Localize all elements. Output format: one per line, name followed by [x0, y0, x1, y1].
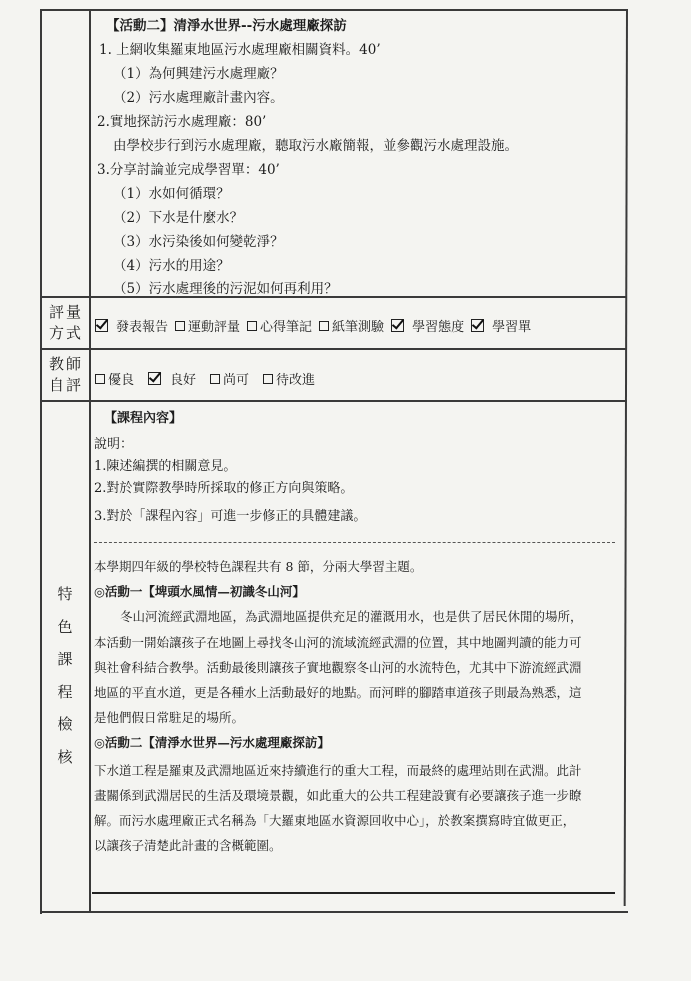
- activity1-paragraph-line: 是他們假日常駐足的場所。: [94, 710, 245, 726]
- checkbox-checked[interactable]: [148, 372, 161, 385]
- row-divider-1: [40, 296, 627, 298]
- activity-step-3-item-1: （1）水如何循環？: [113, 186, 230, 202]
- curriculum-review-label: [43, 578, 89, 773]
- activity2-paragraph-line: 下水道工程是羅東及武淵地區近來持續進行的重大工程，而最終的處理站則在武淵。此計: [94, 762, 582, 778]
- curriculum-label-char: 色: [57, 617, 75, 636]
- review-option-fair[interactable]: [210, 369, 249, 388]
- checkbox-unchecked[interactable]: [319, 321, 329, 331]
- curriculum-label-char: 核: [57, 747, 75, 766]
- table-border-right: [624, 9, 628, 906]
- eval-option-notes[interactable]: [247, 316, 312, 335]
- activity-step-2-detail: 由學校步行到污水處理廠，聽取污水廠簡報，並參觀污水處理設施。: [113, 138, 518, 154]
- activity-step-1-item-1: （1）為何興建污水處理廠？: [113, 66, 284, 82]
- review-option-good[interactable]: [148, 369, 196, 388]
- activity1-title: ◎活動一【埤頭水風情—初識冬山河】: [94, 584, 305, 600]
- eval-option-label: 學習單: [492, 320, 532, 335]
- review-body: [94, 554, 619, 858]
- activity-step-3-item-3: （3）水污染後如何變乾淨？: [113, 234, 284, 250]
- note-item: 2.對於實際教學時所採取的修正方向與策略。: [94, 481, 354, 496]
- review-option-needs-improvement[interactable]: [263, 369, 315, 388]
- activity-plan-section: [97, 15, 622, 295]
- review-option-excellent[interactable]: [95, 369, 134, 388]
- checkbox-unchecked[interactable]: [210, 374, 220, 384]
- evaluation-label-line1: 評量: [48, 303, 83, 321]
- eval-option-label: 學習態度: [412, 320, 465, 335]
- note-item: 3.對於「課程內容」可進一步修正的具體建議。: [94, 509, 367, 524]
- note-item: 1.陳述編撰的相關意見。: [94, 459, 237, 474]
- eval-option-label: 紙筆測驗: [332, 320, 385, 335]
- activity-step-3-item-4: （4）污水的用途？: [113, 258, 230, 274]
- closing-rule: [92, 892, 615, 894]
- row-divider-2: [40, 348, 627, 350]
- eval-option-worksheet[interactable]: [471, 316, 531, 335]
- checkbox-unchecked[interactable]: [247, 321, 257, 331]
- intro-text: 本學期四年級的學校特色課程共有 8 節，分兩大學習主題。: [94, 559, 423, 574]
- table-border-bottom: [40, 911, 628, 913]
- teacher-review-options: [95, 369, 322, 388]
- activity-step-1-item-2: （2）污水處理廠計畫內容。: [113, 90, 284, 106]
- activity2-paragraph-line: 解。而污水處理廠正式名稱為「大羅東地區水資源回收中心」，於教案撰寫時宜做更正，: [94, 813, 576, 829]
- checkbox-unchecked[interactable]: [175, 321, 185, 331]
- evaluation-label-line2: 方式: [48, 324, 83, 342]
- eval-option-label: 心得筆記: [260, 320, 313, 335]
- review-option-label: 待改進: [276, 373, 316, 388]
- eval-option-label: 發表報告: [116, 320, 169, 335]
- activity1-paragraph-line: 地區的平直水道，更是各種水上活動最好的地點。而河畔的腳踏車道孩子則最為熟悉，這: [94, 685, 582, 701]
- activity1-paragraph-line: 本活動一開始讓孩子在地圖上尋找冬山河的流域流經武淵的位置，其中地圖判讀的能力可: [94, 634, 582, 650]
- activity1-paragraph-line: 與社會科結合教學。活動最後則讓孩子實地觀察冬山河的水流特色，尤其中下游流經武淵: [94, 659, 582, 675]
- teacher-review-label-line1: 教師: [48, 355, 83, 373]
- eval-option-report[interactable]: [95, 316, 168, 335]
- table-border-left: [40, 9, 42, 914]
- curriculum-label-char: 檢: [57, 715, 75, 733]
- dashed-divider: [94, 542, 615, 543]
- activity-step-3-item-2: （2）下水是什麼水？: [113, 210, 244, 226]
- activity-heading: 【活動二】清淨水世界--污水處理廠探訪: [106, 18, 347, 34]
- checkbox-unchecked[interactable]: [263, 374, 273, 384]
- checkbox-unchecked[interactable]: [95, 374, 105, 384]
- review-option-label: 優良: [108, 373, 135, 388]
- curriculum-label-char: 課: [57, 650, 75, 668]
- curriculum-content: [92, 404, 624, 909]
- eval-option-paper-test[interactable]: [319, 316, 384, 335]
- review-option-label: 良好: [170, 373, 197, 388]
- table-border-top: [40, 9, 627, 11]
- teacher-review-label-line2: 自評: [48, 376, 83, 394]
- activity-step-1: 1. 上網收集羅東地區污水處理廠相關資料。40’: [99, 42, 381, 58]
- checkbox-checked[interactable]: [95, 319, 108, 332]
- label-column-divider: [89, 9, 91, 912]
- evaluation-label: [43, 302, 89, 344]
- row-divider-3: [40, 400, 627, 402]
- activity1-paragraph-line: 冬山河流經武淵地區，為武淵地區提供充足的灌溉用水，也是供了居民休閒的場所，: [120, 609, 583, 625]
- checkbox-checked[interactable]: [391, 319, 404, 332]
- activity2-paragraph-line: 畫關係到武淵居民的生活及環境景觀，如此重大的公共工程建設實有必要讓孩子進一步瞭: [94, 787, 582, 803]
- activity2-title: ◎活動二【清淨水世界—污水處理廠探訪】: [94, 735, 330, 751]
- activity-step-3-item-5: （5）污水處理後的污泥如何再利用？: [113, 281, 338, 295]
- teacher-review-label: [43, 354, 89, 396]
- evaluation-options: [95, 316, 538, 335]
- curriculum-heading: 【課程內容】: [104, 411, 183, 426]
- activity2-paragraph-line: 以讓孩子清楚此計畫的含概範圍。: [94, 838, 282, 854]
- eval-option-label: 運動評量: [188, 320, 241, 335]
- review-option-label: 尚可: [223, 373, 250, 388]
- checkbox-checked[interactable]: [471, 319, 484, 332]
- curriculum-label-char: 程: [57, 682, 75, 701]
- curriculum-label-char: 特: [57, 585, 75, 603]
- activity-step-2: 2.實地探訪污水處理廠：80’: [97, 114, 267, 130]
- notes-title: 說明：: [94, 437, 134, 452]
- eval-option-attitude[interactable]: [391, 316, 464, 335]
- eval-option-exercise[interactable]: [175, 316, 240, 335]
- activity-step-3: 3.分享討論並完成學習單：40’: [97, 162, 280, 178]
